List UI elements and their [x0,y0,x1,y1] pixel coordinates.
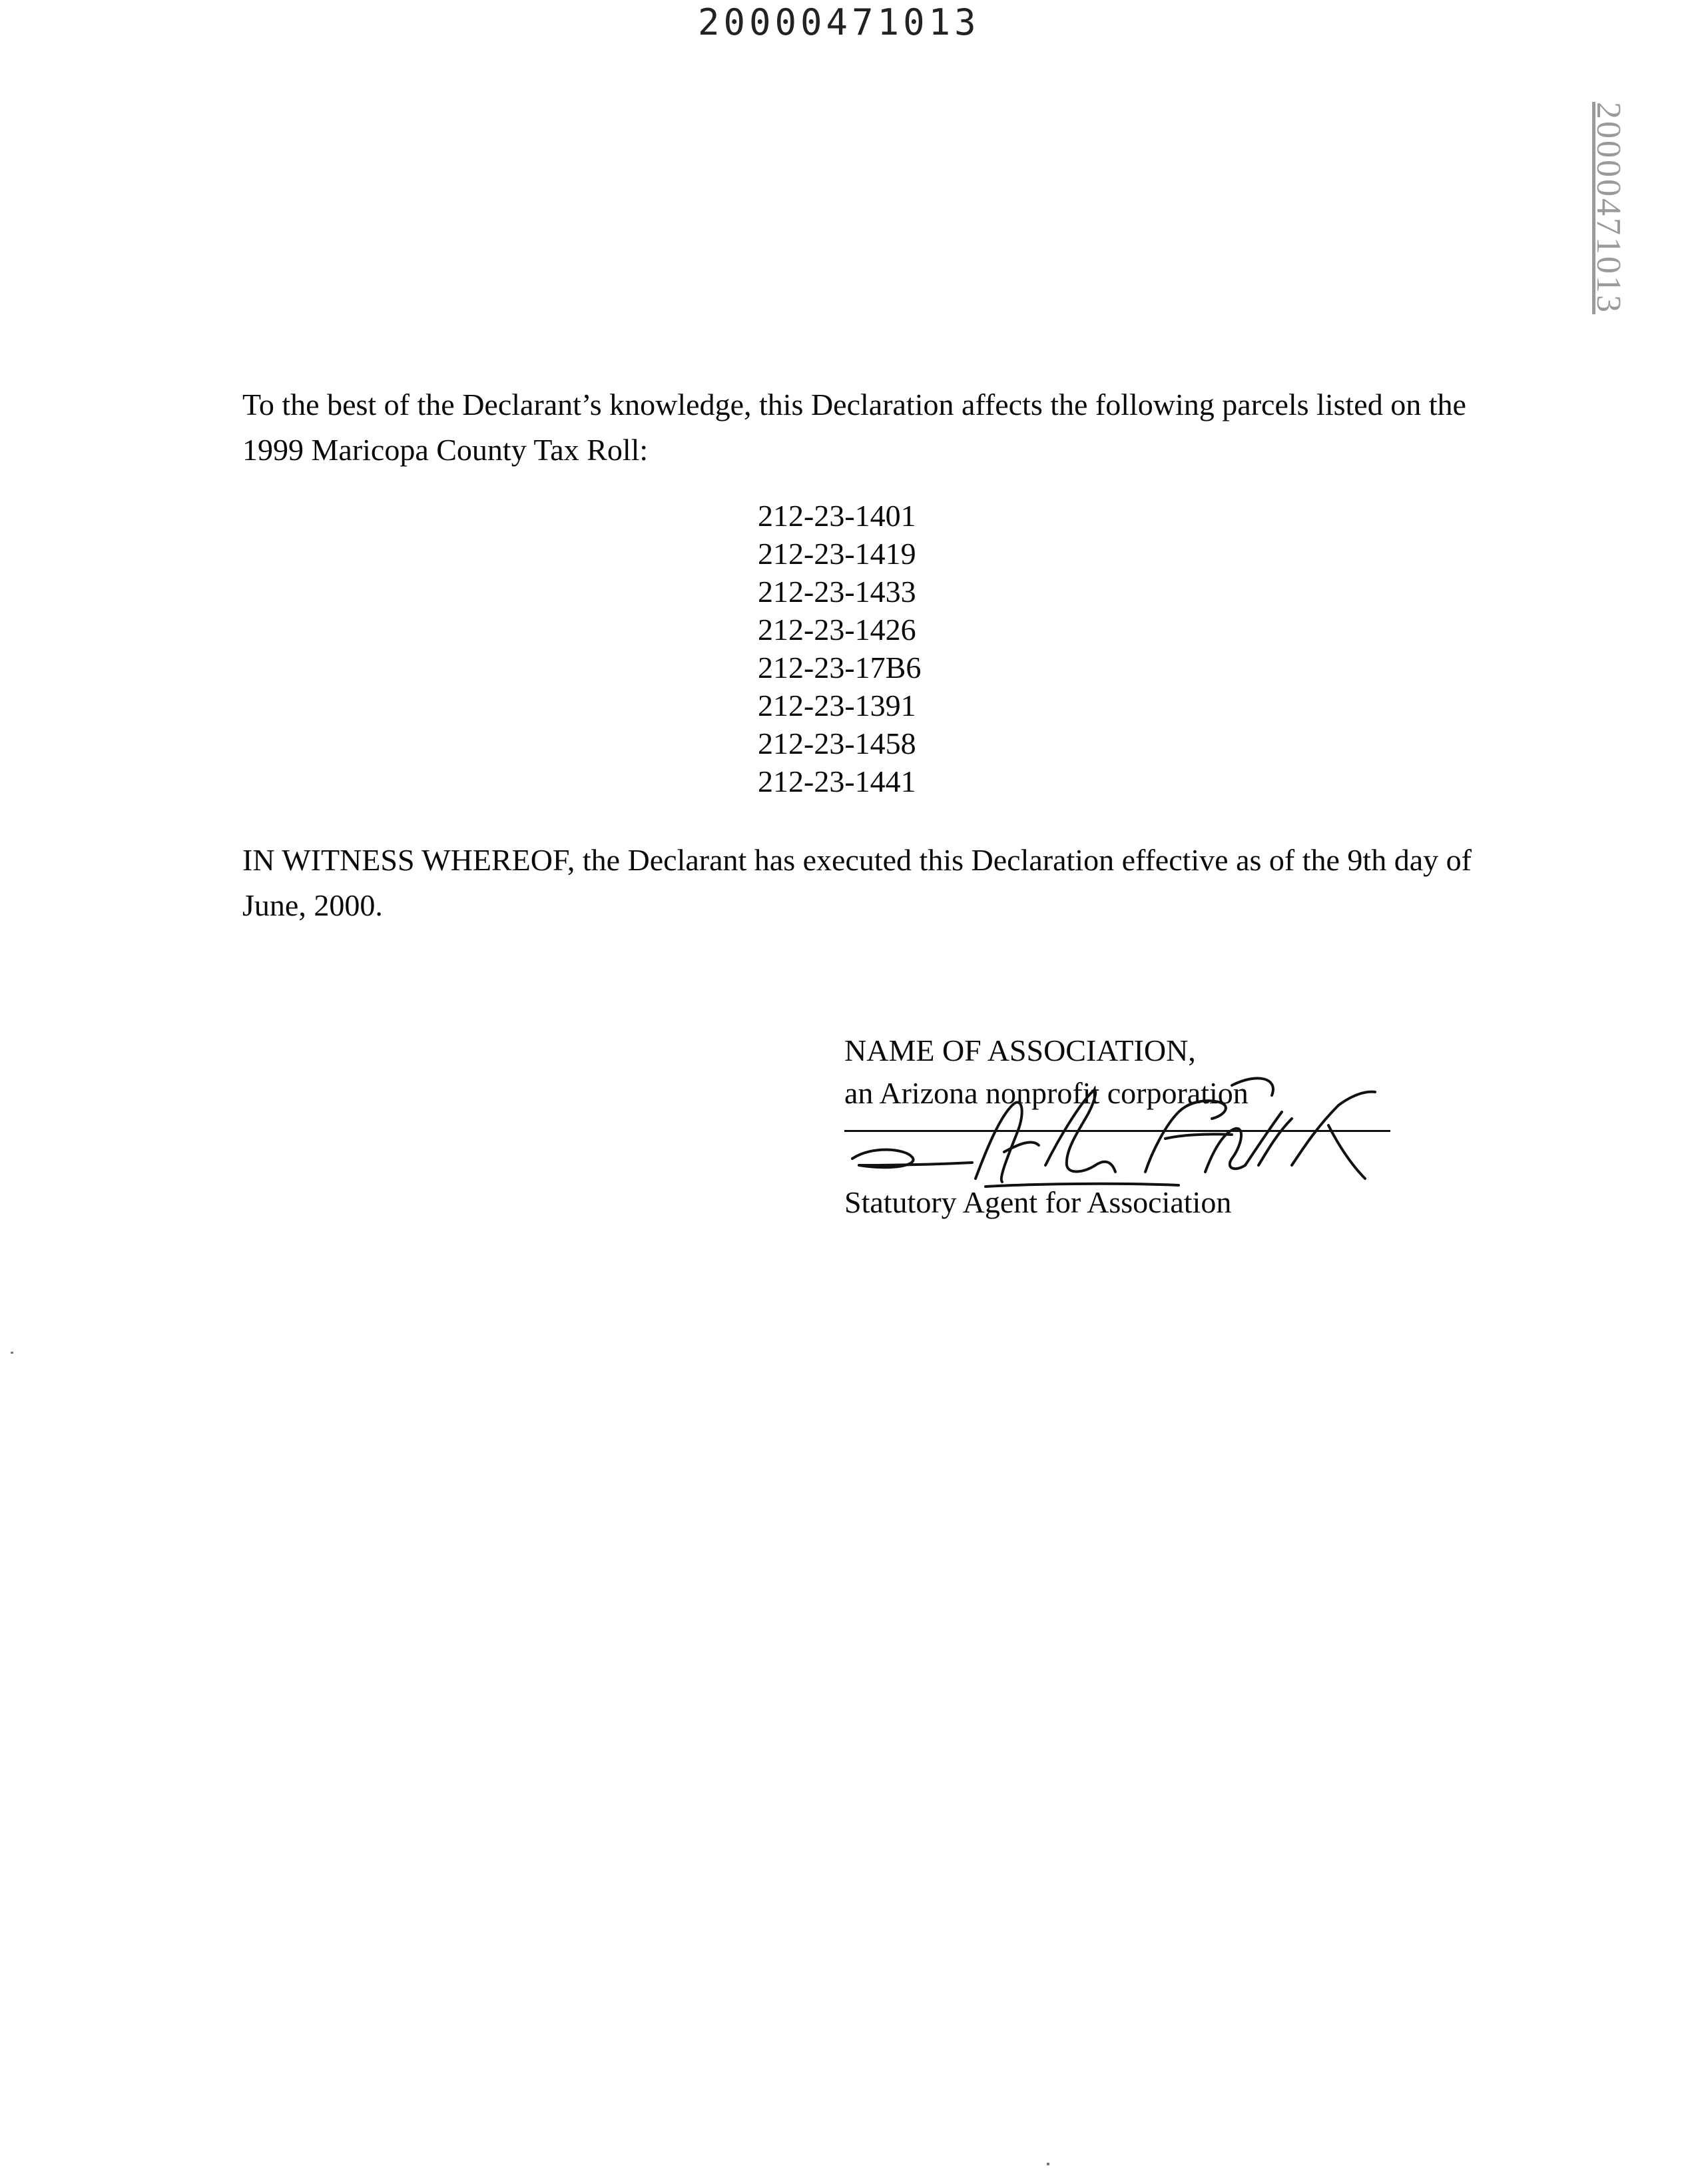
side-stamp [1571,101,1645,314]
parcel-item: 212-23-1433 [758,575,916,609]
witness-paragraph: IN WITNESS WHEREOF, the Declarant has executed this Declaration effective as of the 9th day of June, 2000. [242,843,1472,922]
document-number: 20000471013 [698,1,980,43]
side-stamp-number: 20000471013 [1589,101,1627,314]
parcel-item: 212-23-1441 [758,764,916,798]
association-name: NAME OF ASSOCIATION, [844,1033,1196,1067]
scan-speck [11,1352,13,1354]
entity-type: an Arizona nonprofit corporation [844,1076,1249,1110]
parcel-item: 212-23-17B6 [758,651,922,684]
signer-title: Statutory Agent for Association [844,1185,1232,1219]
handwritten-signature [832,1065,1418,1199]
parcel-item: 212-23-1458 [758,726,916,760]
intro-paragraph: To the best of the Declarant’s knowledge, this Declaration affects the following parcels listed on the 1999 Maricopa County Tax Roll: [242,388,1466,467]
parcel-item: 212-23-1419 [758,537,916,571]
parcel-item: 212-23-1401 [758,499,916,533]
scan-speck [1047,2163,1049,2165]
parcel-list [758,497,921,800]
parcel-item: 212-23-1426 [758,613,916,647]
parcel-item: 212-23-1391 [758,688,916,722]
